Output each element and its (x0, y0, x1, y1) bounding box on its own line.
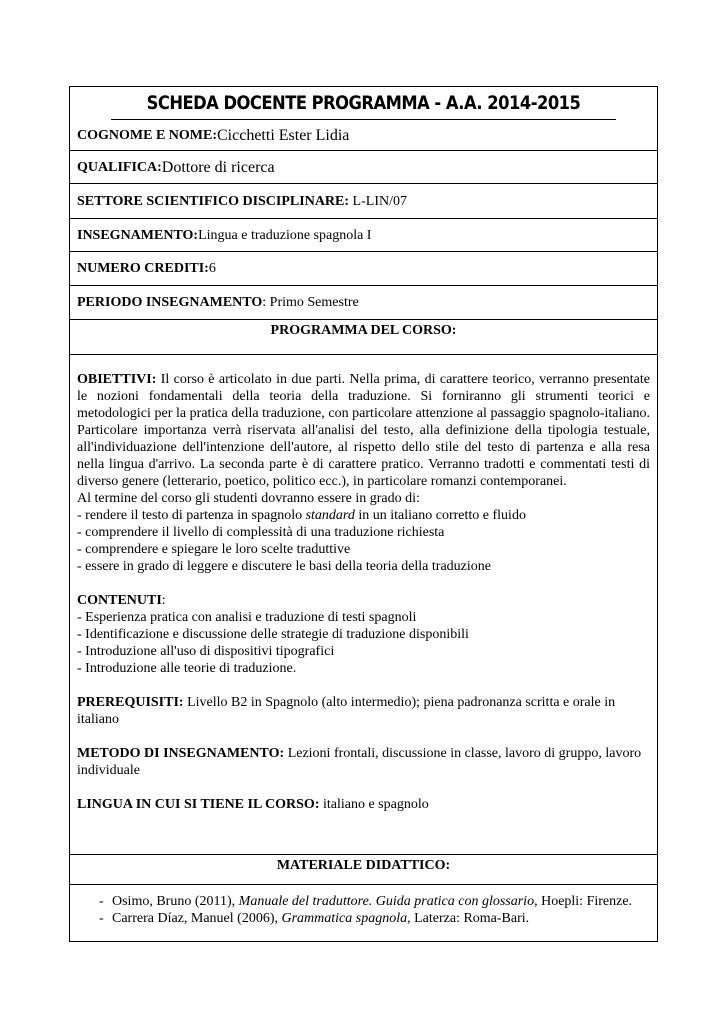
materiale-body (70, 885, 657, 942)
prerequisiti-label: PREREQUISITI: (77, 695, 184, 710)
bibliography-author: Osimo, Bruno (2011), (112, 894, 239, 909)
bibliography-item (77, 910, 650, 927)
metodo-value: Lezioni frontali, discussione in classe, lavoro di gruppo, lavoro individuale (77, 746, 642, 778)
obiettivi-item: - essere in grado di leggere e discutere le basi della teoria della traduzione (77, 559, 491, 574)
page-title: SCHEDA DOCENTE PROGRAMMA - A.A. 2014-2015 (111, 87, 616, 120)
bibliography-publisher: , Hoepli: Firenze. (534, 894, 633, 909)
contenuti-item: - Esperienza pratica con analisi e traduzione di testi spagnoli (77, 610, 417, 625)
lingua-paragraph (77, 796, 650, 813)
field-label: INSEGNAMENTO: (77, 227, 199, 243)
obiettivi-item: - comprendere e spiegare le loro scelte traduttive (77, 542, 351, 557)
field-label: PERIODO INSEGNAMENTO (77, 295, 263, 310)
metodo-paragraph (77, 745, 650, 779)
programma-heading: PROGRAMMA DEL CORSO: (70, 320, 657, 355)
obiettivi-text: Il corso è articolato in due parti. Nella prima, di carattere teorico, verranno presentate le nozioni fondamentali della teoria della traduzione. Si forniranno gli strumenti teorici e metodologici per la pratica della traduzione, con particolare attenzione al passaggio spagnolo-italiano. Particolare importanza verrà riservata all'analisi del testo, alla definizione della tipologia testuale, all'individuazione dell'intenzione dell'autore, al rispetto dello stile del testo di partenza e alla resa nella lingua d'arrivo. La seconda parte è di carattere pratico. Verranno tradotti e commentati testi di diverso genere (letterario, poetico, politico ecc.), in particolare romanzi contemporanei. (77, 372, 650, 489)
field-value: Dottore di ricerca (161, 158, 275, 176)
prerequisiti-paragraph (77, 694, 650, 728)
field-qualifica (70, 151, 657, 184)
programma-body (70, 355, 657, 855)
lingua-label: LINGUA IN CUI SI TIENE IL CORSO: (77, 797, 320, 812)
field-crediti (70, 252, 657, 286)
obiettivi-paragraph (77, 371, 650, 490)
field-label: SETTORE SCIENTIFICO DISCIPLINARE: (77, 194, 353, 209)
field-label: NUMERO CREDITI: (77, 261, 209, 276)
obiettivi-item: - comprendere il livello di complessità di una traduzione richiesta (77, 525, 445, 540)
field-value: L-LIN/07 (352, 194, 407, 209)
field-periodo (70, 286, 657, 320)
bullet-dash: - (99, 894, 104, 909)
obiettivi-item-text: - rendere il testo di partenza in spagnolo (77, 508, 306, 523)
field-cognome (70, 120, 657, 151)
obiettivi-item (77, 507, 650, 524)
bullet-dash: - (99, 911, 104, 926)
bibliography-list (77, 893, 650, 927)
contenuti-heading (77, 592, 650, 609)
lingua-value: italiano e spagnolo (319, 797, 429, 812)
field-value: : Primo Semestre (262, 295, 359, 310)
bibliography-author: Carrera Díaz, Manuel (2006), (112, 911, 282, 926)
obiettivi-item-text: in un italiano corretto e fluido (354, 508, 526, 523)
field-label: COGNOME E NOME: (77, 127, 217, 143)
contenuti-item: - Introduzione alle teorie di traduzione. (77, 661, 297, 676)
bibliography-title: Grammatica spagnola (281, 911, 408, 926)
contenuti-colon: : (161, 593, 166, 608)
contenuti-label: CONTENUTI (77, 593, 162, 608)
field-label: QUALIFICA: (77, 159, 162, 175)
obiettivi-intro: Al termine del corso gli studenti dovranno essere in grado di: (77, 491, 420, 506)
contenuti-item: - Identificazione e discussione delle strategie di traduzione disponibili (77, 627, 469, 642)
field-value: 6 (208, 261, 216, 276)
field-value: Lingua e traduzione spagnola I (198, 227, 372, 243)
obiettivi-item-emphasis: standard (305, 508, 355, 523)
metodo-label: METODO DI INSEGNAMENTO: (77, 746, 285, 761)
bibliography-publisher: , Laterza: Roma-Bari. (407, 911, 530, 926)
field-value: Cicchetti Ester Lidia (217, 126, 350, 144)
bibliography-title: Manuale del traduttore. Guida pratica con glossario (238, 894, 535, 909)
prerequisiti-value: Livello B2 in Spagnolo (alto intermedio); piena padronanza scritta e orale in italiano (77, 695, 616, 727)
course-program-sheet (69, 86, 658, 942)
materiale-heading: MATERIALE DIDATTICO: (70, 855, 657, 885)
field-settore (70, 184, 657, 219)
field-insegnamento (70, 219, 657, 252)
obiettivi-label: OBIETTIVI: (77, 372, 157, 387)
contenuti-item: - Introduzione all'uso di dispositivi tipografici (77, 644, 335, 659)
bibliography-item (77, 893, 650, 910)
